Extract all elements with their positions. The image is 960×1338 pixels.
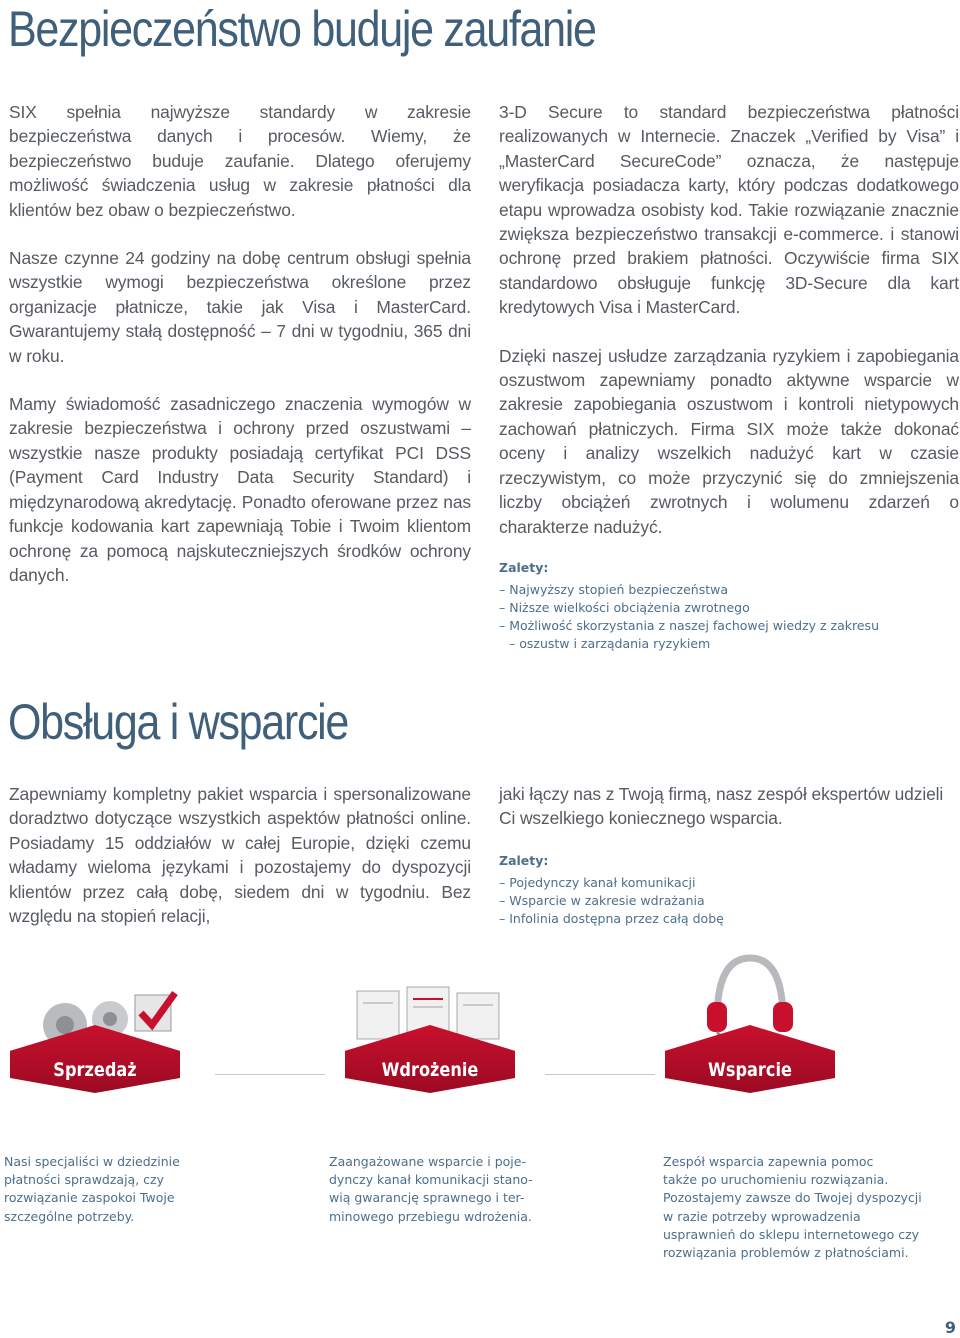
support-right-column bbox=[499, 782, 959, 831]
step-caption-implementation bbox=[329, 1153, 533, 1226]
paragraph: Zapewniamy kompletny pakiet wsparcia i spersonalizowane doradztwo dotyczące wszystkich aspektów płatności online. Posiadamy 15 oddziałów w całej Europie, dzięki czemu władamy wieloma językami i pozostajemy do dyspozycji klientów przez całą dobę, siedem dni w tygodniu. Bez względu na stopień relacji, bbox=[9, 784, 471, 927]
section-title-security: Bezpieczeństwo buduje zaufanie bbox=[8, 1, 596, 57]
caption-line: Pozostajemy zawsze do Twojej dyspozycji bbox=[663, 1190, 922, 1206]
caption-line: Zespół wsparcia zapewnia pomoc bbox=[663, 1154, 874, 1169]
paragraph: 3-D Secure to standard bezpieczeństwa płatności realizowanych w Internecie. Znaczek „Verified by Visa” i „MasterCard SecureCode” oznacza, że następuje weryfikacja posiadacza karty, który podczas dodatkowego etapu wprowadza osobisty kod. Takie rozwiązanie znacznie zwiększa bezpieczeństwo transakcji e-commerce. i stanowi ochronę przed brakiem płatności. Oczywiście firma SIX standardowo obsługuje funkcję 3D-Secure dla kart kredytowych Visa i MasterCard. bbox=[499, 102, 959, 318]
benefit-item-continued-text: oszustw i zarządania ryzykiem bbox=[519, 636, 711, 651]
step-caption-support bbox=[663, 1153, 922, 1262]
benefits-list-support bbox=[499, 853, 724, 928]
step-implementation bbox=[345, 985, 515, 1110]
caption-line: Zaangażowane wsparcie i poje- bbox=[329, 1154, 526, 1169]
caption-line: usprawnień do sklepu internetowego czy bbox=[663, 1226, 920, 1242]
caption-line: Nasi specjaliści w dziedzinie bbox=[4, 1154, 180, 1169]
caption-line: w razie potrzeby wprowadzenia bbox=[663, 1208, 861, 1224]
benefit-item-continued bbox=[499, 635, 879, 653]
benefit-item: – Możliwość skorzystania z naszej fachowej wiedzy z zakresu bbox=[499, 617, 879, 635]
caption-line: dynczy kanał komunikacji stano- bbox=[329, 1172, 533, 1188]
caption-line: rozwiązania problemów z płatnościami. bbox=[663, 1245, 909, 1261]
caption-line: szczególne potrzeby. bbox=[4, 1208, 135, 1224]
support-left-column bbox=[9, 782, 471, 928]
step-caption-sales bbox=[4, 1153, 180, 1226]
section-title-support: Obsługa i wsparcie bbox=[8, 694, 349, 750]
paragraph: jaki łączy nas z Twoją firmą, nasz zespół ekspertów udzieli Ci wszelkiego koniecznego wsparcia. bbox=[499, 784, 944, 829]
caption-line: także po uruchomieniu rozwiązania. bbox=[663, 1172, 889, 1188]
paragraph: Nasze czynne 24 godziny na dobę centrum obsługi spełnia wszystkie wymogi bezpieczeństwa określone przez organizacje płatnicze, takie jak Visa i MasterCard. Gwarantujemy stałą dostępność – 7 dni w tygodniu, 365 dni w roku. bbox=[9, 248, 471, 366]
benefits-title: Zalety: bbox=[499, 560, 549, 575]
security-left-column bbox=[9, 100, 471, 587]
caption-line: płatności sprawdzają, czy bbox=[4, 1172, 164, 1188]
benefits-list-security bbox=[499, 560, 879, 653]
step-label: Wdrożenie bbox=[381, 1059, 479, 1081]
flow-connector bbox=[545, 1074, 655, 1075]
caption-line: minowego przebiegu wdrożenia. bbox=[329, 1208, 532, 1224]
page-number: 9 bbox=[944, 1318, 956, 1337]
paragraph: Dzięki naszej usłudze zarządzania ryzykiem i zapobiegania oszustwom zapewniamy ponadto aktywne wsparcie w zakresie zapobiegania oszustwom i kontroli nietypowych zachowań płatniczych. Firma SIX może także dokonać oceny i analizy wszelkich nadużyć kart w czasie rzeczywistym, co może przyczynić się do zmniejszenia liczby obciążeń zwrotnych i wolumenu zdarzeń o charakterze nadużyć. bbox=[499, 345, 959, 537]
flow-connector bbox=[215, 1074, 325, 1075]
step-label: Sprzedaż bbox=[53, 1059, 137, 1081]
benefit-item: – Infolinia dostępna przez całą dobę bbox=[499, 910, 724, 928]
step-label: Wsparcie bbox=[708, 1059, 792, 1081]
step-support bbox=[665, 985, 835, 1110]
caption-line: rozwiązanie zaspokoi Twoje bbox=[4, 1190, 175, 1206]
benefits-title: Zalety: bbox=[499, 853, 549, 868]
security-right-column bbox=[499, 100, 959, 539]
caption-line: wią gwarancję sprawnego i ter- bbox=[329, 1190, 525, 1206]
benefit-item: – Wsparcie w zakresie wdrażania bbox=[499, 892, 724, 910]
benefit-item: – Pojedynczy kanał komunikacji bbox=[499, 874, 724, 892]
step-sales bbox=[10, 985, 180, 1110]
benefit-item: – Niższe wielkości obciążenia zwrotnego bbox=[499, 599, 879, 617]
benefit-item: – Najwyższy stopień bezpieczeństwa bbox=[499, 581, 879, 599]
paragraph: SIX spełnia najwyższe standardy w zakresie bezpieczeństwa danych i procesów. Wiemy, że bezpieczeństwo buduje zaufanie. Dlatego oferujemy możliwość świadczenia usług w zakresie płatności dla klientów bez obaw o bezpieczeństwo. bbox=[9, 102, 471, 220]
paragraph: Mamy świadomość zasadniczego znaczenia wymogów w zakresie bezpieczeństwa i ochrony przed oszustwami – wszystkie nasze produkty posiadają certyfikat PCI DSS (Payment Card Industry Data Security Standard) i międzynarodową akredytację. Ponadto oferowane przez nas funkcje kodowania kart zapewniają Tobie i Twoim klientom ochronę za pomocą najskuteczniejszych środków ochrony danych. bbox=[9, 394, 471, 585]
